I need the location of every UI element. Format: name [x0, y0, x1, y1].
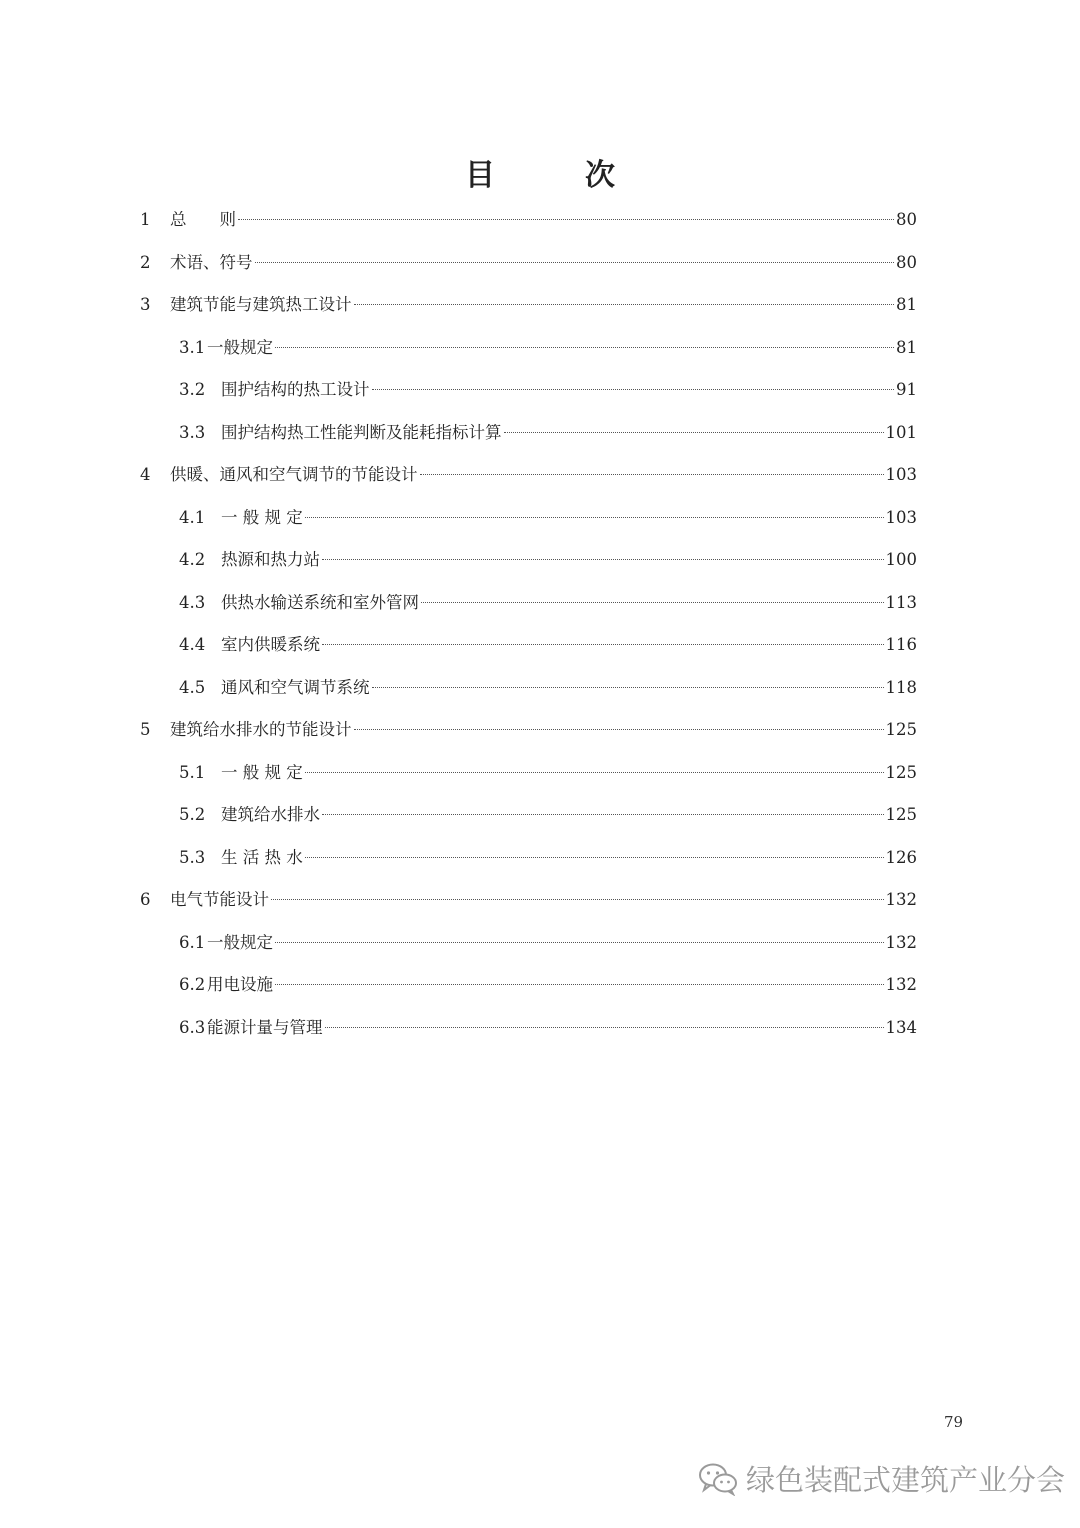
toc-entry-page: 80 [896, 252, 917, 272]
toc-entry-number: 6 [140, 890, 151, 909]
toc-entry-number: 3.1 [179, 337, 206, 357]
toc-leader-dots [305, 517, 884, 518]
page-title: 目 次 [465, 158, 645, 193]
toc-entry[interactable] [179, 583, 917, 623]
toc-entry-number: 6.3 [179, 1017, 206, 1037]
toc-entry-label: 电气节能设计 [170, 890, 269, 909]
toc-entry-page: 134 [885, 1017, 917, 1037]
toc-entry-label: 一 般 规 定 [221, 507, 303, 527]
toc-entry[interactable] [140, 455, 917, 495]
toc-entry[interactable] [140, 710, 917, 750]
toc-entry-number: 1 [140, 210, 151, 229]
toc-entry-page: 132 [885, 890, 917, 909]
toc-entry-page: 132 [885, 975, 917, 994]
toc-entry-label: 围护结构的热工设计 [221, 380, 370, 399]
toc-entry[interactable] [179, 540, 917, 580]
toc-leader-dots [275, 347, 894, 348]
toc-entry-label: 建筑节能与建筑热工设计 [170, 295, 352, 314]
toc-leader-dots [322, 559, 884, 560]
toc-entry[interactable] [140, 200, 917, 240]
toc-entry-number: 5.1 [179, 762, 206, 782]
toc-entry-label: 一 般 规 定 [221, 762, 303, 782]
toc-leader-dots [325, 1027, 884, 1028]
toc-leader-dots [354, 729, 884, 730]
toc-entry-label: 围护结构热工性能判断及能耗指标计算 [221, 422, 502, 442]
toc-entry-page: 91 [896, 380, 917, 399]
toc-entry-label: 通风和空气调节系统 [221, 677, 370, 697]
toc-entry-number: 4.3 [179, 592, 206, 612]
toc-entry-number: 6.2 [179, 975, 206, 994]
toc-entry-label: 术语、符号 [170, 252, 253, 272]
toc-leader-dots [421, 602, 884, 603]
toc-entry[interactable] [140, 285, 917, 325]
toc-entry-number: 3.2 [179, 380, 206, 399]
toc-entry[interactable] [179, 370, 917, 410]
toc-entry-number: 5.3 [179, 847, 206, 867]
toc-entry[interactable] [140, 880, 917, 920]
toc-entry[interactable] [179, 923, 917, 963]
toc-entry-number: 4.4 [179, 635, 206, 654]
toc-entry-page: 118 [885, 677, 917, 697]
toc-entry-page: 125 [885, 720, 917, 739]
toc-leader-dots [305, 857, 884, 858]
toc-entry-page: 132 [885, 932, 917, 952]
toc-entry[interactable] [179, 965, 917, 1005]
toc-entry-page: 125 [885, 762, 917, 782]
toc-entry[interactable] [179, 328, 917, 368]
toc-entry-page: 81 [896, 295, 917, 314]
toc-entry-label: 一般规定 [207, 337, 273, 357]
toc-entry-label: 能源计量与管理 [207, 1017, 323, 1037]
toc-entry[interactable] [179, 795, 917, 835]
toc-leader-dots [322, 644, 884, 645]
toc-entry[interactable] [179, 668, 917, 708]
toc-entry-number: 4 [140, 465, 151, 484]
toc-entry[interactable] [140, 243, 917, 283]
toc-leader-dots [372, 687, 884, 688]
toc-entry[interactable] [179, 625, 917, 665]
toc-entry[interactable] [179, 1008, 917, 1048]
toc-entry-number: 3.3 [179, 422, 206, 442]
toc-entry-label: 建筑给水排水的节能设计 [170, 720, 352, 739]
toc-entry-page: 126 [885, 847, 917, 867]
toc-entry-label: 建筑给水排水 [221, 805, 320, 824]
toc-entry[interactable] [179, 753, 917, 793]
toc-leader-dots [271, 899, 884, 900]
toc-entry-label: 总 则 [170, 210, 236, 229]
toc-leader-dots [255, 262, 895, 263]
toc-entry-label: 生 活 热 水 [221, 847, 303, 867]
toc-leader-dots [354, 304, 895, 305]
toc-leader-dots [275, 942, 884, 943]
toc-leader-dots [275, 984, 884, 985]
toc-entry-page: 80 [896, 210, 917, 229]
toc-entry-label: 供热水输送系统和室外管网 [221, 592, 419, 612]
toc-entry-page: 116 [885, 635, 917, 654]
toc-leader-dots [322, 814, 884, 815]
page-number: 79 [944, 1413, 964, 1431]
toc-entry-label: 用电设施 [207, 975, 273, 994]
toc-entry-page: 125 [885, 805, 917, 824]
toc-entry-label: 热源和热力站 [221, 550, 320, 569]
toc-entry[interactable] [179, 498, 917, 538]
toc-entry-number: 2 [140, 252, 151, 272]
toc-leader-dots [372, 389, 895, 390]
toc-entry-label: 室内供暖系统 [221, 635, 320, 654]
toc-entry-page: 103 [885, 465, 917, 484]
watermark [698, 1458, 1065, 1499]
toc-entry[interactable] [179, 413, 917, 453]
toc-entry-number: 4.2 [179, 550, 206, 569]
watermark-text: 绿色装配式建筑产业分会 [746, 1463, 1066, 1497]
toc-entry-number: 5.2 [179, 805, 206, 824]
toc-entry-label: 一般规定 [207, 932, 273, 952]
toc-entry-number: 3 [140, 295, 151, 314]
toc-leader-dots [420, 474, 884, 475]
toc-leader-dots [238, 219, 894, 220]
toc-entry-number: 4.1 [179, 507, 206, 527]
toc-entry-page: 113 [885, 592, 917, 612]
toc-entry-page: 100 [885, 550, 917, 569]
toc-entry-page: 103 [885, 507, 917, 527]
toc-leader-dots [504, 432, 884, 433]
toc-entry-number: 5 [140, 720, 151, 739]
wechat-icon [698, 1462, 738, 1496]
toc-entry-number: 6.1 [179, 932, 206, 952]
toc-leader-dots [305, 772, 884, 773]
toc-entry[interactable] [179, 838, 917, 878]
toc-entry-label: 供暖、通风和空气调节的节能设计 [170, 465, 418, 484]
toc-entry-page: 101 [885, 422, 917, 442]
toc-entry-page: 81 [896, 337, 917, 357]
toc-entry-number: 4.5 [179, 677, 206, 697]
